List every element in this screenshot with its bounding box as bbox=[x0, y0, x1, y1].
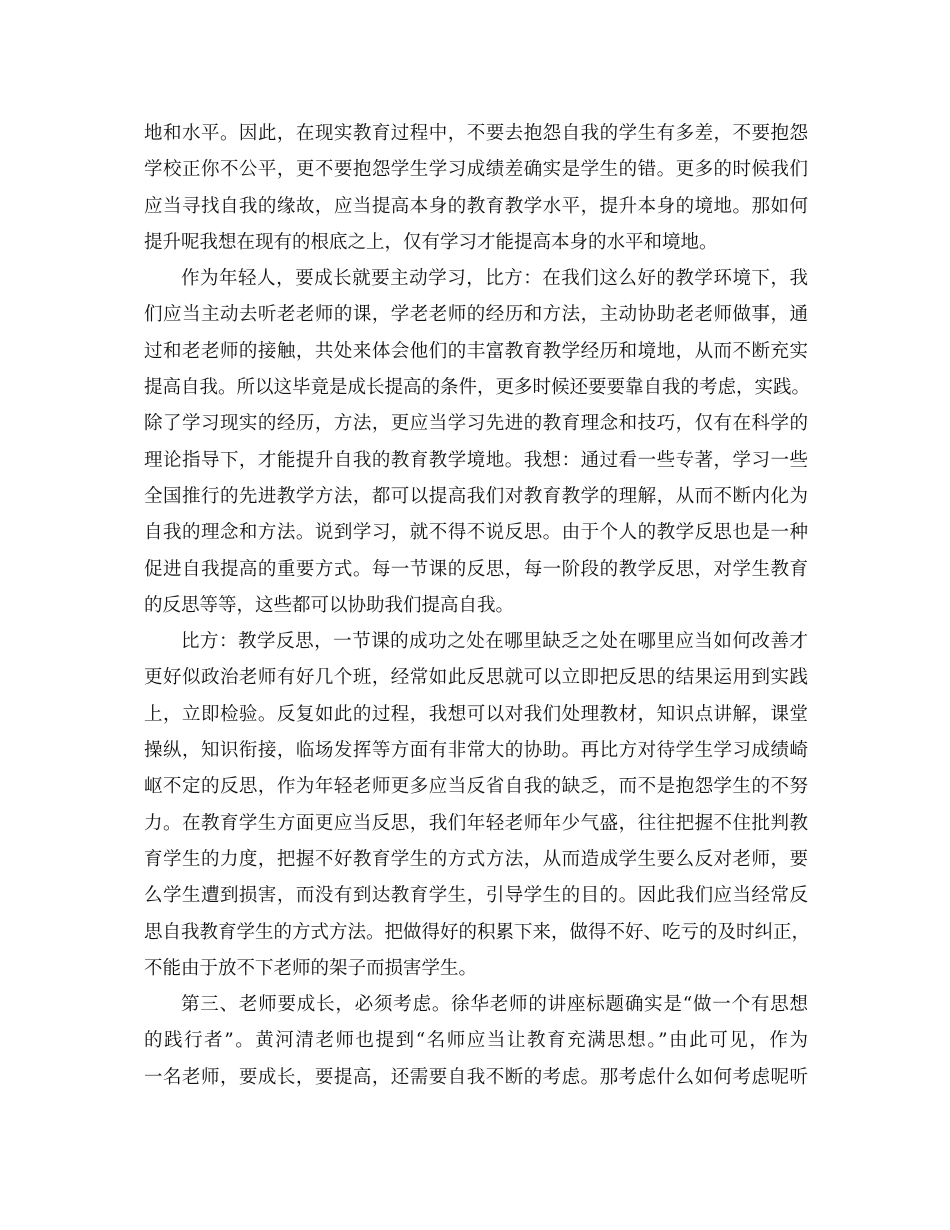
text-line: 的践行者”。黄河清老师也提到“名师应当让教育充满思想。”由此可见，作为 bbox=[144, 1030, 808, 1052]
text-line: 提升呢我想在现有的根底之上，仅有学习才能提高本身的水平和境地。 bbox=[144, 231, 718, 253]
text-line: 第三、老师要成长，必须考虑。徐华老师的讲座标题确实是“做一个有思想 bbox=[181, 994, 808, 1016]
text-line: 操纵，知识衔接，临场发挥等方面有非常大的协助。再比方对待学生学习成绩崎 bbox=[144, 740, 808, 762]
text-line: 过和老老师的接触，共处来体会他们的丰富教育教学经历和境地，从而不断充实 bbox=[144, 340, 808, 362]
text-line: 地和水平。因此，在现实教育过程中，不要去抱怨自我的学生有多差，不要抱怨 bbox=[144, 123, 808, 144]
document-body bbox=[144, 116, 811, 1096]
text-line: 除了学习现实的经历，方法，更应当学习先进的教育理念和技巧，仅有在科学的 bbox=[144, 413, 808, 435]
text-line: 不能由于放不下老师的架子而损害学生。 bbox=[144, 957, 478, 979]
text-line: 育学生的力度，把握不好教育学生的方式方法，从而造成学生要么反对老师，要 bbox=[144, 848, 808, 870]
text-line: 应当寻找自我的缘故，应当提高本身的教育教学水平，提升本身的境地。那如何 bbox=[144, 195, 808, 217]
text-line: 作为年轻人，要成长就要主动学习，比方：在我们这么好的教学环境下，我 bbox=[181, 268, 808, 290]
text-line: 一名老师，要成长，要提高，还需要自我不断的考虑。那考虑什么如何考虑呢听 bbox=[144, 1066, 808, 1088]
text-line: 提高自我。所以这毕竟是成长提高的条件，更多时候还要要靠自我的考虑，实践。 bbox=[144, 377, 811, 399]
text-line: 促进自我提高的重要方式。每一节课的反思，每一阶段的教学反思，对学生教育 bbox=[144, 558, 808, 580]
text-line: 么学生遭到损害，而没有到达教育学生，引导学生的目的。因此我们应当经常反 bbox=[144, 885, 808, 907]
text-line: 上，立即检验。反复如此的过程，我想可以对我们处理教材，知识点讲解，课堂 bbox=[144, 703, 808, 725]
text-line: 全国推行的先进教学方法，都可以提高我们对教育教学的理解，从而不断内化为 bbox=[144, 485, 808, 507]
text-line: 思自我教育学生的方式方法。把做得好的积累下来，做得不好、吃亏的及时纠正， bbox=[144, 921, 811, 943]
text-line: 岖不定的反思，作为年轻老师更多应当反省自我的缺乏，而不是抱怨学生的不努 bbox=[144, 776, 808, 798]
text-line: 的反思等等，这些都可以协助我们提高自我。 bbox=[144, 594, 515, 616]
text-line: 自我的理念和方法。说到学习，就不得不说反思。由于个人的教学反思也是一种 bbox=[144, 522, 808, 544]
text-line: 力。在教育学生方面更应当反思，我们年轻老师年少气盛，往往把握不住批判教 bbox=[144, 812, 808, 834]
text-line: 学校正你不公平，更不要抱怨学生学习成绩差确实是学生的错。更多的时候我们 bbox=[144, 159, 808, 181]
text-line: 更好似政治老师有好几个班，经常如此反思就可以立即把反思的结果运用到实践 bbox=[144, 667, 808, 689]
text-line: 理论指导下，才能提升自我的教育教学境地。我想：通过看一些专著，学习一些 bbox=[144, 449, 808, 471]
text-line: 比方：教学反思，一节课的成功之处在哪里缺乏之处在哪里应当如何改善才 bbox=[181, 631, 808, 653]
text-line: 们应当主动去听老老师的课，学老老师的经历和方法，主动协助老老师做事，通 bbox=[144, 304, 808, 326]
